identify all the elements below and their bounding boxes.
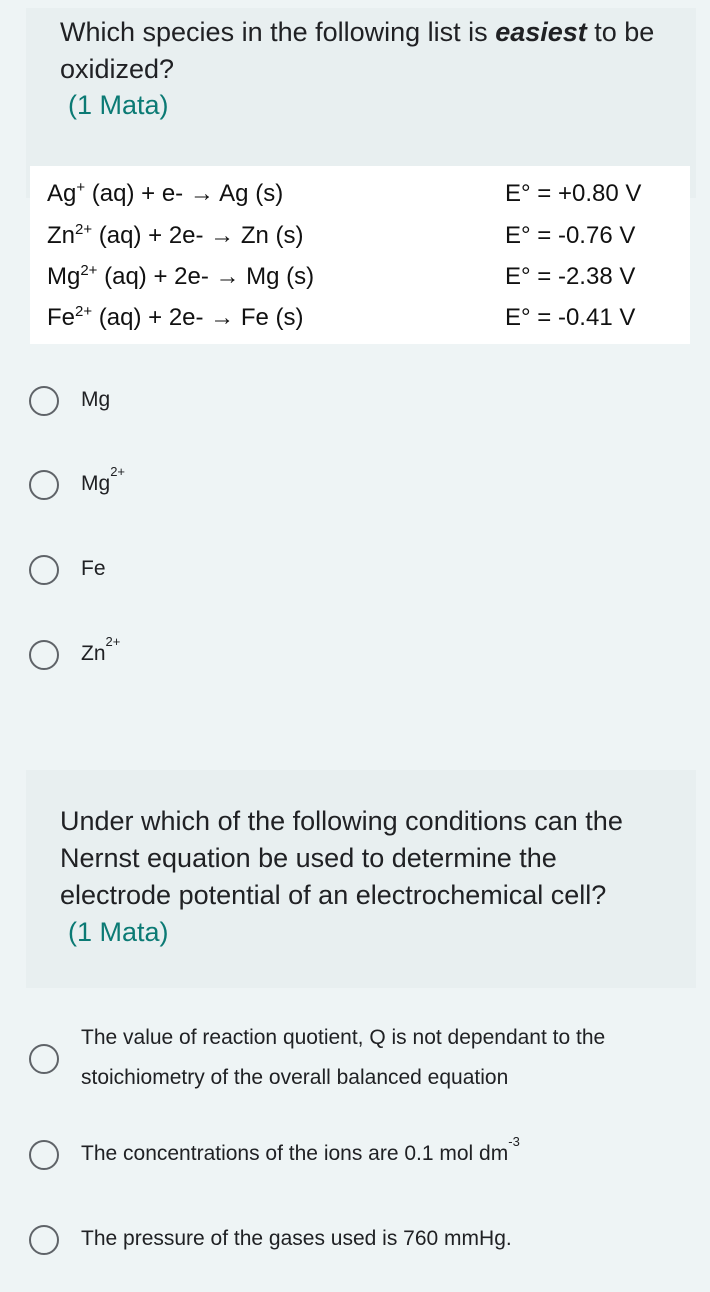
radio-button[interactable] [29, 386, 59, 416]
option-zn2plus[interactable]: $Zn^{2+}$ [0, 634, 710, 676]
option-concentration[interactable]: The concentrations of the ions are 0.1 mol $dm^{-3}$ [0, 1134, 710, 1176]
radio-button[interactable] [29, 1140, 59, 1170]
question-2-points: (1 Mata) [68, 917, 169, 947]
radio-button[interactable] [29, 1044, 59, 1074]
radio-button[interactable] [29, 470, 59, 500]
radio-button[interactable] [29, 555, 59, 585]
reaction-row: $Mg^{2+}$ (aq) + 2e- → Mg (s) E° = -2.38 V [47, 262, 636, 290]
radio-button[interactable] [29, 1225, 59, 1255]
option-mg[interactable]: Mg [0, 380, 710, 422]
option-pressure[interactable]: The pressure of the gases used is 760 mmHg. [0, 1219, 710, 1261]
option-q-not-dependant[interactable]: The value of reaction quotient, Q is not dependant to the stoichiometry of the overall balanced equation [0, 1018, 710, 1102]
option-fe[interactable]: Fe [0, 549, 710, 591]
reaction-row: Ag+ (aq) + e- → Ag (s) E° = +0.80 V [47, 179, 642, 207]
question-1-text: Which species in the following list is easiest to be oxidized? [60, 17, 655, 84]
question-1-points: (1 Mata) [68, 90, 169, 120]
radio-button[interactable] [29, 640, 59, 670]
option-mg2plus[interactable]: $Mg^{2+}$ [0, 464, 710, 506]
question-2-text: Under which of the following conditions can the Nernst equation be used to determine the electrode potential of an electrochemical cell? [60, 806, 623, 910]
reaction-row: $Fe^{2+}$ (aq) + 2e- → Fe (s) E° = -0.41 V [47, 303, 636, 331]
reactions-image [30, 166, 690, 344]
reaction-row: $Zn^{2+}$ (aq) + 2e- → Zn (s) E° = -0.76 V [47, 221, 636, 249]
